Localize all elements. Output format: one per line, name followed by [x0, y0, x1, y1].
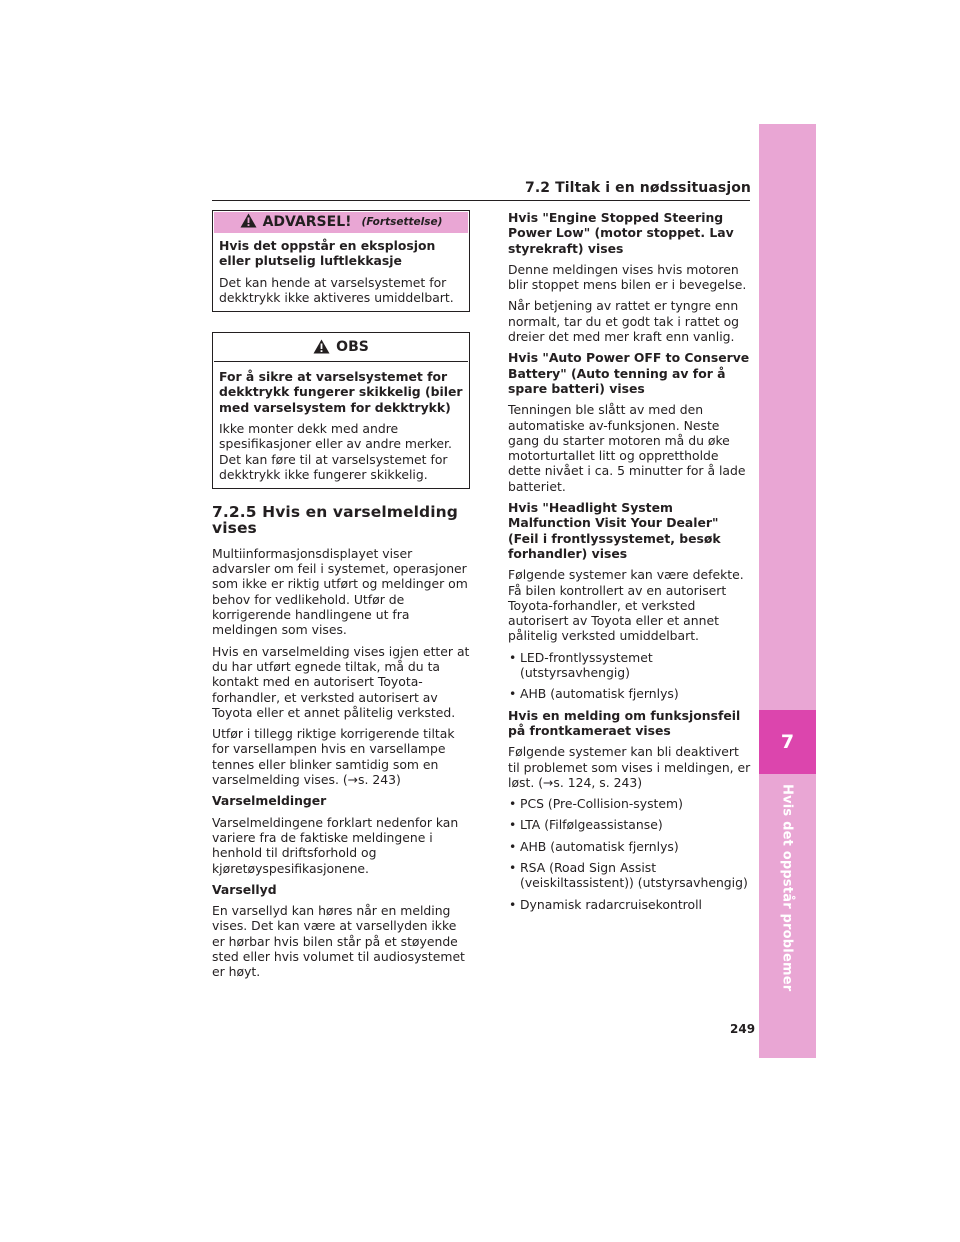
front-camera-paragraph: Følgende systemer kan bli deaktivert til problemet som vises i meldingen, er løst. (→s. 124, s. 243)	[508, 744, 751, 790]
list-item: • RSA (Road Sign Assist (veiskiltassistent)) (utstyrsavhengig)	[508, 860, 752, 891]
subheading-varsellyd: Varsellyd	[212, 881, 277, 897]
warning-box	[212, 210, 470, 312]
section-paragraph-1: Multiinformasjonsdisplayet viser advarsler om feil i systemet, operasjoner som ikke er riktig utført og meldinger om behov for vedlikehold. Utfør de korrigerende handlingene ut fra meldingen som vises.	[212, 545, 468, 638]
obs-heading: For å sikre at varselsystemet for dekktrykk fungerer skikkelig (biler med varselsystem for dekktrykk)	[219, 369, 463, 415]
heading-engine-stopped: Hvis "Engine Stopped Steering Power Low" (motor stoppet. Lav styrekraft) vises	[508, 210, 734, 256]
chapter-number: 7	[759, 710, 816, 774]
warning-subtitle: (Fortsettelse)	[361, 215, 443, 228]
section-header-title: 7.2 Tiltak i en nødssituasjon	[525, 180, 751, 196]
section-paragraph-3: Utfør i tillegg riktige korrigerende tiltak for varsellampen hvis en varsellampe tennes eller blinker samtidig som en varselmelding vises. (→s. 243)	[212, 726, 455, 788]
warning-heading: Hvis det oppstår en eksplosjon eller plutselig luftlekkasje	[219, 238, 436, 269]
headlight-systems-list	[508, 650, 752, 702]
warning-text: Det kan hende at varselsystemet for dekktrykk ikke aktiveres umiddelbart.	[219, 274, 454, 305]
right-column	[508, 210, 752, 918]
warning-icon	[240, 213, 257, 231]
obs-box-header	[214, 334, 468, 362]
heading-headlight-malfunction: Hvis "Headlight System Malfunction Visit Your Dealer" (Feil i frontlyssystemet, besøk forhandler) vises	[508, 500, 721, 561]
heading-front-camera: Hvis en melding om funksjonsfeil på frontkameraet vises	[508, 707, 741, 738]
list-item: • AHB (automatisk fjernlys)	[508, 686, 752, 701]
varsellyd-text: En varsellyd kan høres når en melding vises. Det kan være at varsellyden ikke er hørbar hvis bilen står på et støyende sted eller hvis volumet til audiosystemet er høyt.	[212, 903, 465, 980]
engine-stopped-paragraph-2: Når betjening av rattet er tyngre enn normalt, tar du et godt tak i rattet og dreier det med mer kraft enn vanlig.	[508, 298, 740, 345]
engine-stopped-paragraph-1: Denne meldingen vises hvis motoren blir stoppet mens bilen er i bevegelse.	[508, 261, 747, 293]
obs-text: Ikke monter dekk med andre spesifikasjoner eller av andre merker. Det kan føre til at varselsystemet for dekktrykk ikke fungerer skikkelig.	[219, 421, 452, 482]
list-item: • PCS (Pre-Collision-system)	[508, 796, 752, 811]
list-item: • LTA (Filfølgeassistanse)	[508, 817, 752, 832]
front-camera-systems-list	[508, 796, 752, 912]
list-item: • LED-frontlyssystemet (utstyrsavhengig)	[508, 650, 752, 681]
obs-box	[212, 332, 470, 489]
caution-icon	[313, 339, 330, 357]
left-column	[212, 210, 470, 986]
section-heading: 7.2.5 Hvis en varselmelding vises	[212, 503, 458, 537]
headlight-malfunction-paragraph: Følgende systemer kan være defekte. Få bilen kontrollert av en autorisert Toyota-forhandler, et verksted autorisert av Toyota eller et annet pålitelig verksted umiddelbart.	[508, 567, 744, 644]
heading-auto-power-off: Hvis "Auto Power OFF to Conserve Battery" (Auto tenning av for å spare batteri) vises	[508, 350, 750, 396]
page-number: 249	[730, 1022, 756, 1036]
obs-title: OBS	[336, 339, 369, 356]
warning-box-header	[214, 212, 468, 233]
section-paragraph-2: Hvis en varselmelding vises igjen etter at du har utført egnede tiltak, må du ta kontakt med en autorisert Toyota-forhandler, et verksted autorisert av Toyota eller et annet pålitelig verksted.	[212, 643, 470, 720]
varselmeldinger-text: Varselmeldingene forklart nedenfor kan variere fra de faktiske meldingene i henhold til driftsforhold og kjøretøyspesifikasjonene.	[212, 814, 459, 876]
subheading-varselmeldinger: Varselmeldinger	[212, 793, 327, 809]
list-item: • AHB (automatisk fjernlys)	[508, 839, 752, 854]
list-item: • Dynamisk radarcruisekontroll	[508, 897, 752, 912]
chapter-title: Hvis det oppstår problemer	[779, 784, 795, 992]
header-rule	[212, 200, 750, 201]
auto-power-off-paragraph: Tenningen ble slått av med den automatiske av-funksjonen. Neste gang du starter motoren må du øke motorturtallet litt og opprettholde dette nivået i ca. 5 minutter for å lade batteriet.	[508, 402, 746, 494]
warning-title: ADVARSEL!	[262, 213, 352, 230]
